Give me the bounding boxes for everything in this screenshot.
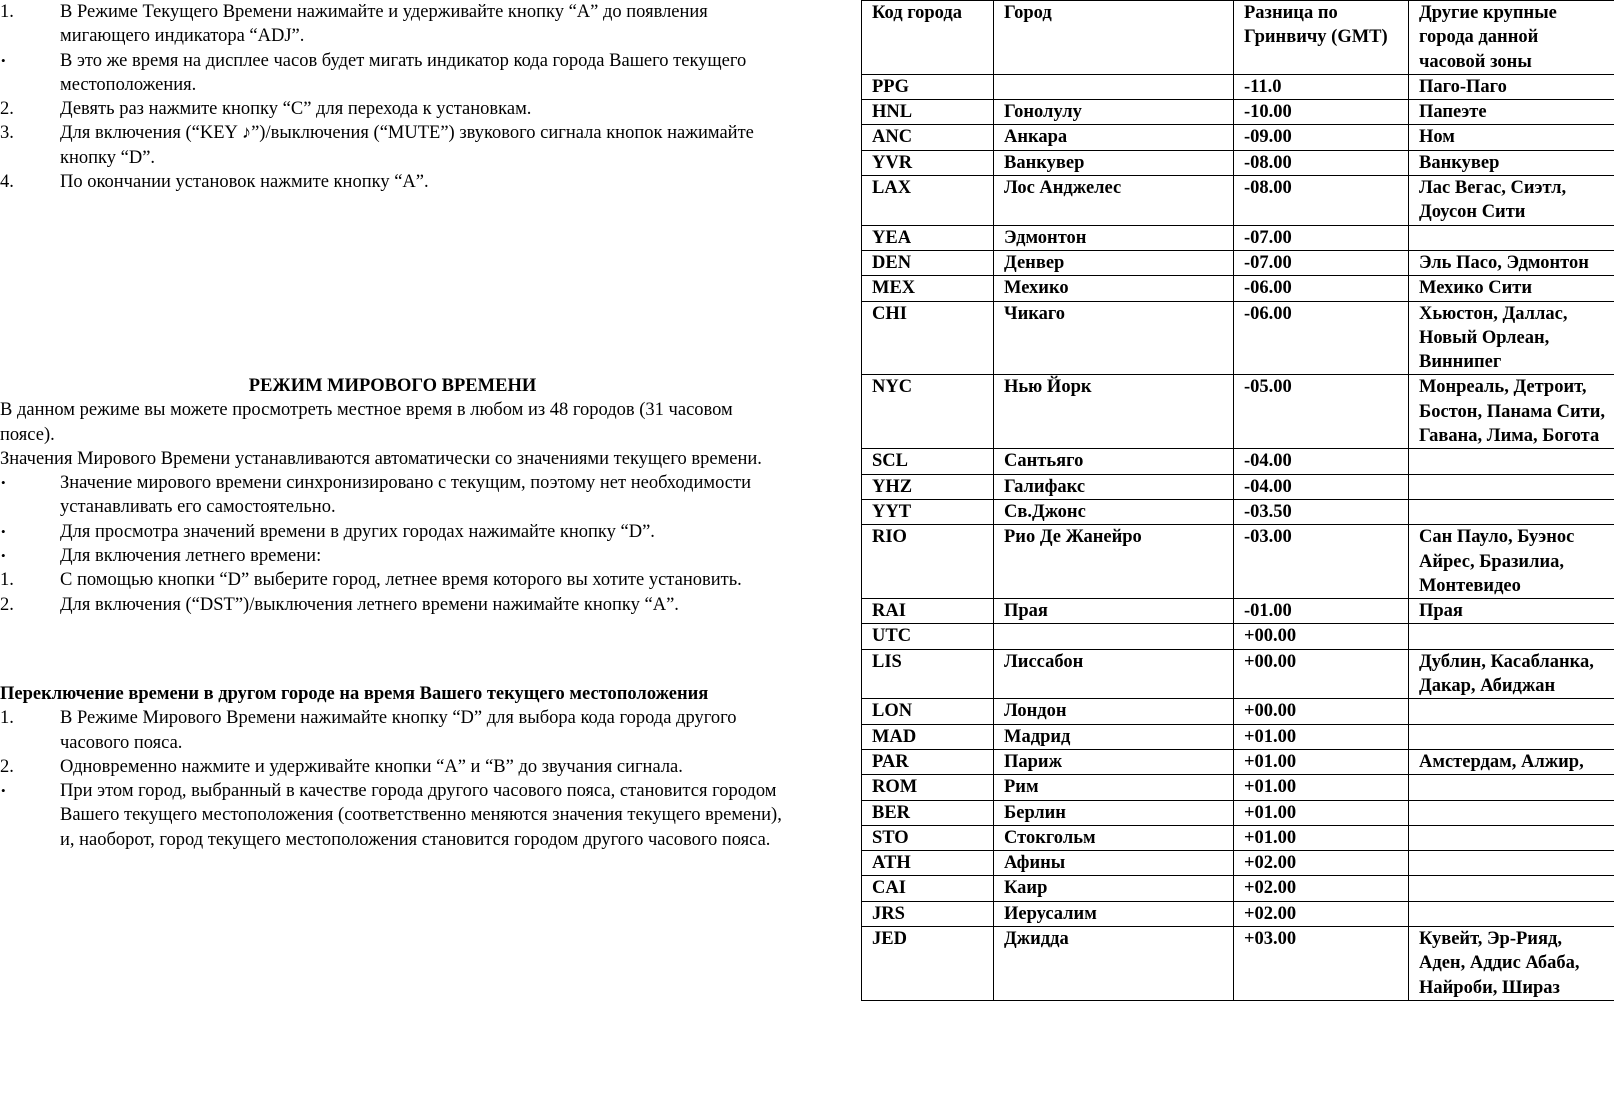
bullet-marker: • [1,523,6,539]
cell-gmt-offset: -08.00 [1234,176,1409,226]
list-marker: 2. [0,99,14,120]
list-text: По окончании установок нажмите кнопку “A”. [60,172,429,193]
cell-city-code: YYT [862,499,994,524]
table-row [862,125,1614,150]
cell-city-code: YVR [862,150,994,175]
cell-city: Денвер [994,250,1234,275]
cell-gmt-offset: +00.00 [1234,624,1409,649]
list-text: Для просмотра значений времени в других городах нажимайте кнопку “D”. [60,521,655,542]
table-row [862,525,1614,599]
list-text: В это же время на дисплее часов будет мигать индикатор кода города Вашего текущего местоположения. [60,50,747,95]
table-row [862,876,1614,901]
cell-city-code: PPG [862,74,994,99]
cell-gmt-offset: -03.50 [1234,499,1409,524]
cell-other-cities: Сан Пауло, Буэнос Айрес, Бразилиа, Монтевидео [1409,525,1614,599]
cell-city-code: NYC [862,375,994,449]
cell-city-code: PAR [862,749,994,774]
cell-other-cities [1409,699,1614,724]
cell-gmt-offset: +01.00 [1234,724,1409,749]
cell-city-code: STO [862,825,994,850]
cell-gmt-offset: +02.00 [1234,876,1409,901]
cell-city-code: CHI [862,301,994,375]
list-item [0,170,785,194]
cell-other-cities: Папеэте [1409,100,1614,125]
cell-gmt-offset: +02.00 [1234,901,1409,926]
switch-section [0,682,785,852]
list-marker: 4. [0,172,14,193]
list-text: Значение мирового времени синхронизировано с текущим, поэтому нет необходимости устанавливать его самостоятельно. [60,473,751,518]
cell-city-code: SCL [862,449,994,474]
cell-other-cities [1409,474,1614,499]
cell-gmt-offset: -10.00 [1234,100,1409,125]
cell-city-code: BER [862,800,994,825]
bullet-marker: • [1,475,6,491]
subsection-title: Переключение времени в другом городе на время Вашего текущего местоположения [0,684,709,704]
cell-city: Афины [994,851,1234,876]
cell-gmt-offset: -03.00 [1234,525,1409,599]
cell-city-code: ATH [862,851,994,876]
table-row [862,499,1614,524]
cell-other-cities [1409,624,1614,649]
cell-gmt-offset: -09.00 [1234,125,1409,150]
table-row [862,649,1614,699]
cell-city: Мадрид [994,724,1234,749]
cell-city-code: MAD [862,724,994,749]
cell-gmt-offset: -06.00 [1234,276,1409,301]
list-item [0,0,785,49]
table-row [862,276,1614,301]
cell-city: Джидда [994,926,1234,1000]
list-marker: 1. [0,570,14,591]
list-text: Девять раз нажмите кнопку “C” для перехода к установкам. [60,99,532,120]
cell-city: Гонолулу [994,100,1234,125]
table-row [862,150,1614,175]
cell-city-code: JED [862,926,994,1000]
intro-paragraph: В данном режиме вы можете просмотреть местное время в любом из 48 городов (31 часовом поясе). [0,400,733,445]
cell-city-code: YHZ [862,474,994,499]
cell-other-cities [1409,775,1614,800]
cell-gmt-offset: +01.00 [1234,749,1409,774]
cell-other-cities [1409,499,1614,524]
cell-city [994,74,1234,99]
cell-city-code: HNL [862,100,994,125]
bullet-marker: • [1,52,6,68]
cell-city: Эдмонтон [994,225,1234,250]
cell-city: Берлин [994,800,1234,825]
cell-city-code: DEN [862,250,994,275]
table-row [862,800,1614,825]
cell-other-cities [1409,876,1614,901]
list-item [0,520,785,544]
cell-gmt-offset: -07.00 [1234,225,1409,250]
cell-city-code: LIS [862,649,994,699]
table-header-row [862,1,1614,75]
cell-gmt-offset: +01.00 [1234,825,1409,850]
table-row [862,225,1614,250]
cell-city-code: LAX [862,176,994,226]
table-row [862,449,1614,474]
cell-city-code: UTC [862,624,994,649]
cell-other-cities: Монреаль, Детроит, Бостон, Панама Сити, Гавана, Лима, Богота [1409,375,1614,449]
cell-gmt-offset: +01.00 [1234,775,1409,800]
table-row [862,176,1614,226]
cell-other-cities: Лас Вегас, Сиэтл, Доусон Сити [1409,176,1614,226]
cell-city: Иерусалим [994,901,1234,926]
cell-city: Мехико [994,276,1234,301]
cell-other-cities [1409,449,1614,474]
table-row [862,749,1614,774]
bullet-marker: • [1,548,6,564]
list-text: Для включения (“DST”)/выключения летнего времени нажимайте кнопку “A”. [60,594,679,615]
table-body [862,74,1614,1000]
cell-city: Рио Де Жанейро [994,525,1234,599]
cell-other-cities: Хьюстон, Даллас, Новый Орлеан, Виннипег [1409,301,1614,375]
cell-city: Прая [994,599,1234,624]
cell-gmt-offset: -07.00 [1234,250,1409,275]
section-title: РЕЖИМ МИРОВОГО ВРЕМЕНИ [248,376,537,396]
cell-other-cities [1409,901,1614,926]
cell-city-code: JRS [862,901,994,926]
cell-gmt-offset: -06.00 [1234,301,1409,375]
cell-gmt-offset: -11.0 [1234,74,1409,99]
cell-other-cities [1409,724,1614,749]
cell-city: Чикаго [994,301,1234,375]
cell-city: Рим [994,775,1234,800]
cell-city: Каир [994,876,1234,901]
bullet-marker: • [1,783,6,799]
list-item [0,471,785,520]
cell-city: Сантьяго [994,449,1234,474]
cell-city: Ванкувер [994,150,1234,175]
cell-other-cities: Мехико Сити [1409,276,1614,301]
list-marker: 2. [0,594,14,615]
list-item [0,544,785,568]
cell-gmt-offset: +03.00 [1234,926,1409,1000]
cell-city-code: LON [862,699,994,724]
table-row [862,301,1614,375]
list-item [0,121,785,170]
cell-city: Нью Йорк [994,375,1234,449]
cell-gmt-offset: +00.00 [1234,699,1409,724]
cell-city-code: YEA [862,225,994,250]
cell-other-cities: Амстердам, Алжир, [1409,749,1614,774]
list-text: При этом город, выбранный в качестве города другого часового пояса, становится городом Вашего текущего местоположения (соответственно меняются значения текущего времени), и, наоборот, город текущего местоположения становится городом другого часового пояса. [60,781,782,850]
header-city-code: Код города [862,1,994,75]
intro-paragraph: Значения Мирового Времени устанавливаются автоматически со значениями текущего времени. [0,448,762,469]
table-row [862,474,1614,499]
cell-gmt-offset: -04.00 [1234,474,1409,499]
table-row [862,74,1614,99]
table-row [862,100,1614,125]
list-text: Для включения (“KEY ♪”)/выключения (“MUTE”) звукового сигнала кнопок нажимайте кнопку “D”. [60,123,754,168]
cell-gmt-offset: -08.00 [1234,150,1409,175]
cell-other-cities: Ном [1409,125,1614,150]
table-row [862,724,1614,749]
cell-city-code: RIO [862,525,994,599]
table-row [862,926,1614,1000]
cell-gmt-offset: +02.00 [1234,851,1409,876]
cell-city: Стокгольм [994,825,1234,850]
cell-other-cities: Кувейт, Эр-Рияд, Аден, Аддис Абаба, Найроби, Шираз [1409,926,1614,1000]
table-row [862,699,1614,724]
cell-other-cities: Прая [1409,599,1614,624]
list-text: Одновременно нажмите и удерживайте кнопки “A” и “B” до звучания сигнала. [60,756,683,777]
header-city: Город [994,1,1234,75]
header-gmt-offset: Разница по Гринвичу (GMT) [1234,1,1409,75]
cell-gmt-offset: -05.00 [1234,375,1409,449]
cell-city-code: RAI [862,599,994,624]
cell-gmt-offset: +00.00 [1234,649,1409,699]
table-row [862,851,1614,876]
list-item [0,568,785,592]
cell-other-cities: Паго-Паго [1409,74,1614,99]
cell-city: Лондон [994,699,1234,724]
list-text: Для включения летнего времени: [60,546,322,567]
table-row [862,775,1614,800]
cell-gmt-offset: -04.00 [1234,449,1409,474]
list-marker: 1. [0,708,14,729]
list-item [0,49,785,98]
list-item [0,593,785,617]
cell-city: Лиссабон [994,649,1234,699]
table-row [862,599,1614,624]
cell-city: Париж [994,749,1234,774]
cell-other-cities [1409,225,1614,250]
cell-city: Лос Анджелес [994,176,1234,226]
list-item [0,779,785,852]
list-text: В Режиме Мирового Времени нажимайте кнопку “D” для выбора кода города другого часового пояса. [60,708,737,753]
list-marker: 3. [0,123,14,144]
table-row [862,250,1614,275]
cell-other-cities: Дублин, Касабланка, Дакар, Абиджан [1409,649,1614,699]
cell-gmt-offset: +01.00 [1234,800,1409,825]
list-text: В Режиме Текущего Времени нажимайте и удерживайте кнопку “A” до появления мигающего индикатора “ADJ”. [60,2,708,47]
table-row [862,624,1614,649]
list-item [0,706,785,755]
table-row [862,375,1614,449]
city-codes-table [861,0,1614,1001]
cell-city: Св.Джонс [994,499,1234,524]
table-row [862,825,1614,850]
top-steps-list [0,0,785,194]
list-text: С помощью кнопки “D” выберите город, летнее время которого вы хотите установить. [60,570,742,591]
cell-other-cities: Эль Пасо, Эдмонтон [1409,250,1614,275]
cell-other-cities [1409,851,1614,876]
cell-city [994,624,1234,649]
cell-city: Галифакс [994,474,1234,499]
cell-other-cities [1409,825,1614,850]
list-marker: 2. [0,756,14,777]
cell-city-code: MEX [862,276,994,301]
list-item [0,755,785,779]
list-marker: 1. [0,2,14,22]
cell-city-code: CAI [862,876,994,901]
list-item [0,97,785,121]
cell-gmt-offset: -01.00 [1234,599,1409,624]
cell-city-code: ANC [862,125,994,150]
cell-other-cities: Ванкувер [1409,150,1614,175]
world-time-section [0,374,785,617]
cell-city: Анкара [994,125,1234,150]
cell-city-code: ROM [862,775,994,800]
cell-other-cities [1409,800,1614,825]
header-other-cities: Другие крупные города данной часовой зоны [1409,1,1614,75]
table-row [862,901,1614,926]
